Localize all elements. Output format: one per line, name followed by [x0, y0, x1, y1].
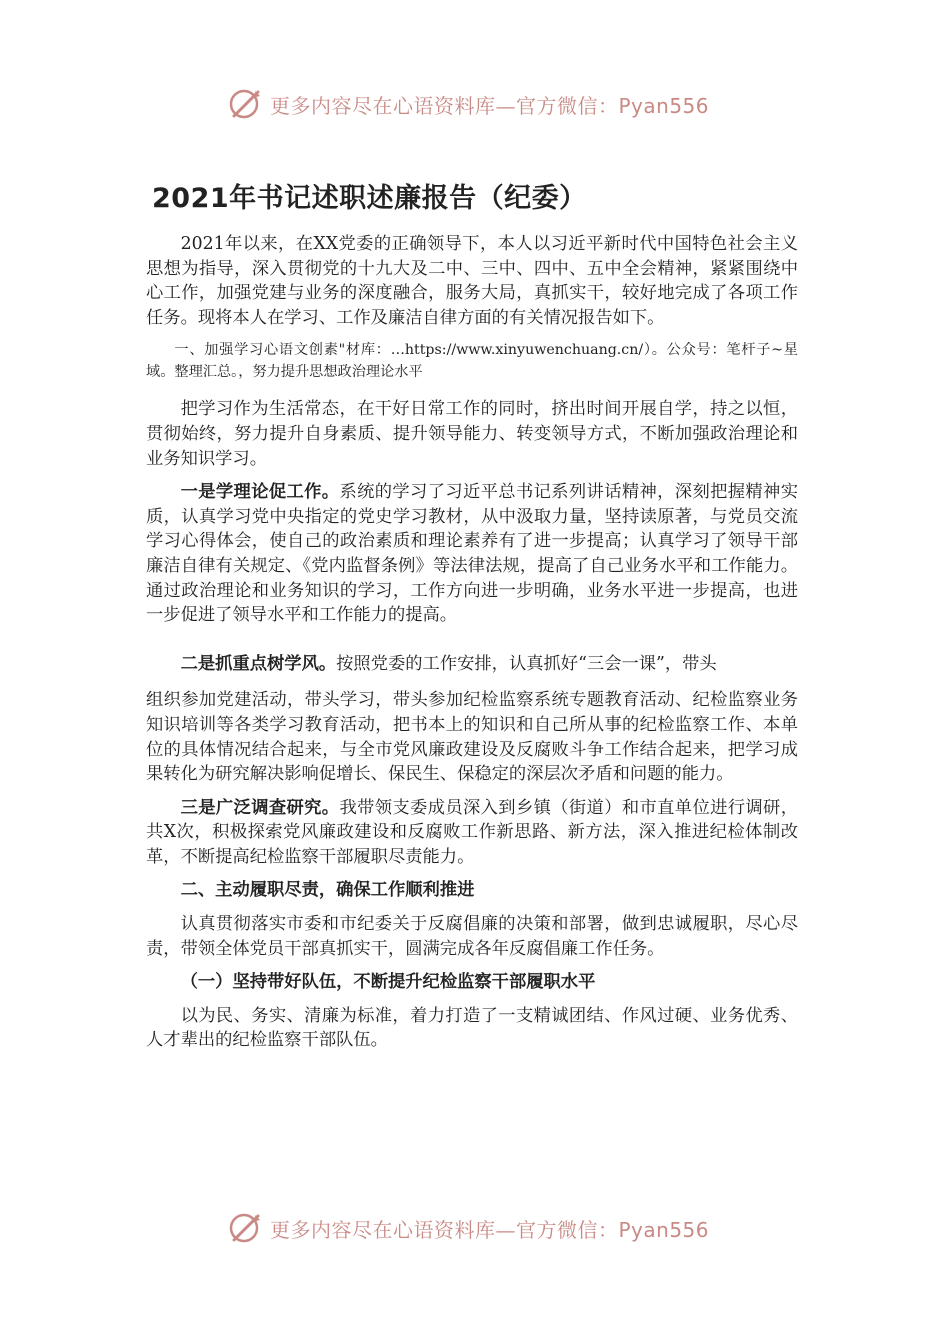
document-title: 2021年书记述职述廉报告（纪委） — [152, 183, 587, 214]
pen-logo-icon — [228, 1210, 264, 1246]
item-1-text: 系统的学习了习近平总书记系列讲话精神，深刻把握精神实质，认真学习党中央指定的党史学习教材，从中汲取力量，坚持读原著，与党员交流学习心得体会，使自己的政治素质和理论素养有了进一步提高；认真学习了领导干部廉洁自律有关规定、《党内监督条例》等法律法规，提高了自己业务水平和工作能力。通过政治理论和业务知识的学习，工作方向进一步明确，业务水平进一步提高，也进一步促进了领导水平和工作能力的提高。 — [146, 482, 798, 626]
pen-logo-icon — [228, 86, 264, 122]
header-watermark — [228, 84, 709, 124]
item-1-lead: 一是学理论促工作。 — [180, 482, 340, 503]
watermark-text: 更多内容尽在心语资料库—官方微信：Pyan556 — [270, 93, 710, 118]
watermark-text: 更多内容尽在心语资料库—官方微信：Pyan556 — [270, 1217, 710, 1242]
wechat-id: Pyan556 — [618, 1217, 710, 1242]
subsection-1-paragraph: 以为民、务实、清廉为标准，着力打造了一支精诚团结、作风过硬、业务优秀、人才辈出的纪检监察干部队伍。 — [146, 1005, 798, 1051]
intro-paragraph: 2021年以来，在XX党委的正确领导下，本人以习近平新时代中国特色社会主义思想为指导，深入贯彻党的十九大及二中、三中、四中、五中全会精神，紧紧围绕中心工作，加强党建与业务的深度融合，服务大局，真抓实干，较好地完成了各项工作任务。现将本人在学习、工作及廉洁自律方面的有关情况报告如下。 — [146, 234, 798, 328]
document-body — [146, 232, 798, 1062]
wechat-id: Pyan556 — [618, 93, 710, 118]
item-2-lead: 二是抓重点树学风。 — [180, 653, 337, 674]
footer-watermark — [228, 1208, 709, 1248]
item-3-paragraph — [146, 796, 798, 870]
section-1-heading: 一、加强学习心语文创素"材库：…https://www.xinyuwenchuang.cn/）。公众号：笔杆子~星域。整理汇总。，努力提升思想政治理论水平 — [146, 342, 798, 381]
item-3-lead: 三是广泛调查研究。 — [180, 797, 340, 818]
section-2-paragraph: 认真贯彻落实市委和市纪委关于反腐倡廉的决策和部署，做到忠诚履职，尽心尽责，带领全体党员干部真抓实干，圆满完成各年反腐倡廉工作任务。 — [146, 914, 798, 959]
item-2-text-a: 按照党委的工作安排，认真抓好“三会一课”，带头 — [336, 653, 717, 674]
item-3-text: 我带领支委成员深入到乡镇（街道）和市直单位进行调研，共X次，积极探索党风廉政建设和反腐败工作新思路、新方法，深入推进纪检体制改革，不断提高纪检监察干部履职尽责能力。 — [146, 797, 798, 867]
item-2-paragraph-a — [146, 652, 798, 677]
subsection-1-heading: （一）坚持带好队伍，不断提升纪检监察干部履职水平 — [180, 972, 596, 993]
item-1-paragraph — [146, 480, 798, 628]
item-2-paragraph-b: 组织参加党建活动，带头学习，带头参加纪检监察系统专题教育活动、纪检监察业务知识培训等各类学习教育活动，把书本上的知识和自己所从事的纪检监察工作、本单位的具体情况结合起来，与全市党风廉政建设及反腐败斗争工作结合起来，把学习成果转化为研究解决影响促增长、保民生、保稳定的深层次矛盾和问题的能力。 — [146, 690, 798, 785]
section-1-paragraph: 把学习作为生活常态，在干好日常工作的同时，挤出时间开展自学，持之以恒，贯彻始终，努力提升自身素质、提升领导能力、转变领导方式，不断加强政治理论和业务知识学习。 — [146, 399, 798, 469]
section-2-heading: 二、主动履职尽责，确保工作顺利推进 — [180, 880, 475, 901]
